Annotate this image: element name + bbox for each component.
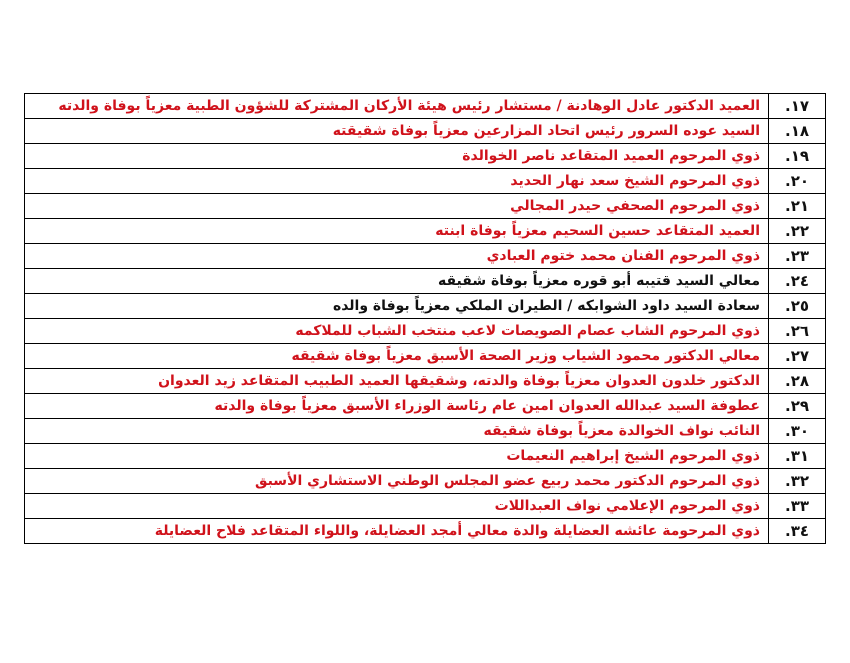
table-row (25, 194, 826, 219)
row-text-cell (25, 219, 769, 244)
table-row (25, 369, 826, 394)
row-number: ٢٤. (769, 269, 826, 294)
condolence-table-body (25, 94, 826, 544)
row-text: ذوي المرحوم الشيخ إبراهيم النعيمات (506, 448, 760, 464)
table-row (25, 469, 826, 494)
row-text: ذوي المرحومة عائشه العضايلة والدة معالي أمجد العضايلة، واللواء المتقاعد فلاح العضايلة (154, 523, 760, 539)
table-row (25, 319, 826, 344)
row-text: ذوي المرحوم الفنان محمد ختوم العبادي (486, 248, 760, 264)
row-text-cell (25, 169, 769, 194)
table-row (25, 494, 826, 519)
row-text: ذوي المرحوم العميد المتقاعد ناصر الخوالدة (462, 148, 760, 164)
row-number: ١٩. (769, 144, 826, 169)
row-number: ١٧. (769, 94, 826, 119)
row-text-cell (25, 369, 769, 394)
row-text-cell (25, 519, 769, 544)
table-row (25, 394, 826, 419)
table-row (25, 94, 826, 119)
row-text: الدكتور خلدون العدوان معزياً بوفاة والدته، وشقيقها العميد الطبيب المتقاعد زيد العدوان (158, 373, 760, 389)
row-text: معالي السيد قتيبه أبو قوره معزياً بوفاة شقيقه (437, 273, 760, 289)
row-text-cell (25, 444, 769, 469)
table-row (25, 344, 826, 369)
row-text-cell (25, 94, 769, 119)
row-text: عطوفة السيد عبدالله العدوان امين عام رئاسة الوزراء الأسبق معزياً بوفاة والدته (214, 398, 760, 414)
row-text: النائب نواف الخوالدة معزياً بوفاة شقيقه (483, 423, 760, 439)
row-text: ذوي المرحوم الإعلامي نواف العبداللات (494, 498, 760, 514)
row-number: ٢٢. (769, 219, 826, 244)
table-row (25, 444, 826, 469)
row-text-cell (25, 494, 769, 519)
row-text: معالي الدكتور محمود الشياب وزير الصحة الأسبق معزياً بوفاة شقيقه (291, 348, 760, 364)
condolence-table (24, 93, 826, 544)
table-row (25, 419, 826, 444)
row-text-cell (25, 144, 769, 169)
row-text: ذوي المرحوم الصحفي حيدر المجالي (510, 198, 760, 214)
row-number: ٢٨. (769, 369, 826, 394)
row-text-cell (25, 244, 769, 269)
row-number: ٣٢. (769, 469, 826, 494)
row-text: العميد الدكتور عادل الوهادنة / مستشار رئيس هيئة الأركان المشتركة للشؤون الطبية معزياً بوفاة والدته (58, 98, 760, 114)
table-row (25, 119, 826, 144)
table-row (25, 269, 826, 294)
row-number: ٣٤. (769, 519, 826, 544)
row-number: ٢٩. (769, 394, 826, 419)
table-row (25, 519, 826, 544)
row-text: السيد عوده السرور رئيس اتحاد المزارعين معزياً بوفاة شقيقته (332, 123, 760, 139)
table-row (25, 144, 826, 169)
table-row (25, 294, 826, 319)
row-text: ذوي المرحوم الشيخ سعد نهار الحديد (510, 173, 760, 189)
row-number: ٢٣. (769, 244, 826, 269)
row-number: ٢٠. (769, 169, 826, 194)
row-number: ٣١. (769, 444, 826, 469)
row-text-cell (25, 194, 769, 219)
row-text: سعادة السيد داود الشوابكه / الطيران الملكي معزياً بوفاة والده (332, 298, 760, 314)
row-number: ٢٦. (769, 319, 826, 344)
row-text: ذوي المرحوم الدكتور محمد ربيع عضو المجلس الوطني الاستشاري الأسبق (254, 473, 760, 489)
table-row (25, 169, 826, 194)
table-row (25, 244, 826, 269)
row-text-cell (25, 419, 769, 444)
row-text-cell (25, 469, 769, 494)
row-text-cell (25, 269, 769, 294)
row-number: ٣٠. (769, 419, 826, 444)
row-number: ٢٥. (769, 294, 826, 319)
row-text-cell (25, 119, 769, 144)
row-text-cell (25, 294, 769, 319)
row-text: ذوي المرحوم الشاب عصام الصويصات لاعب منتخب الشباب للملاكمه (295, 323, 760, 339)
row-text: العميد المتقاعد حسين السحيم معزياً بوفاة ابنته (435, 223, 760, 239)
row-text-cell (25, 394, 769, 419)
row-text-cell (25, 344, 769, 369)
row-text-cell (25, 319, 769, 344)
row-number: ٢٧. (769, 344, 826, 369)
table-row (25, 219, 826, 244)
row-number: ١٨. (769, 119, 826, 144)
row-number: ٣٣. (769, 494, 826, 519)
row-number: ٢١. (769, 194, 826, 219)
